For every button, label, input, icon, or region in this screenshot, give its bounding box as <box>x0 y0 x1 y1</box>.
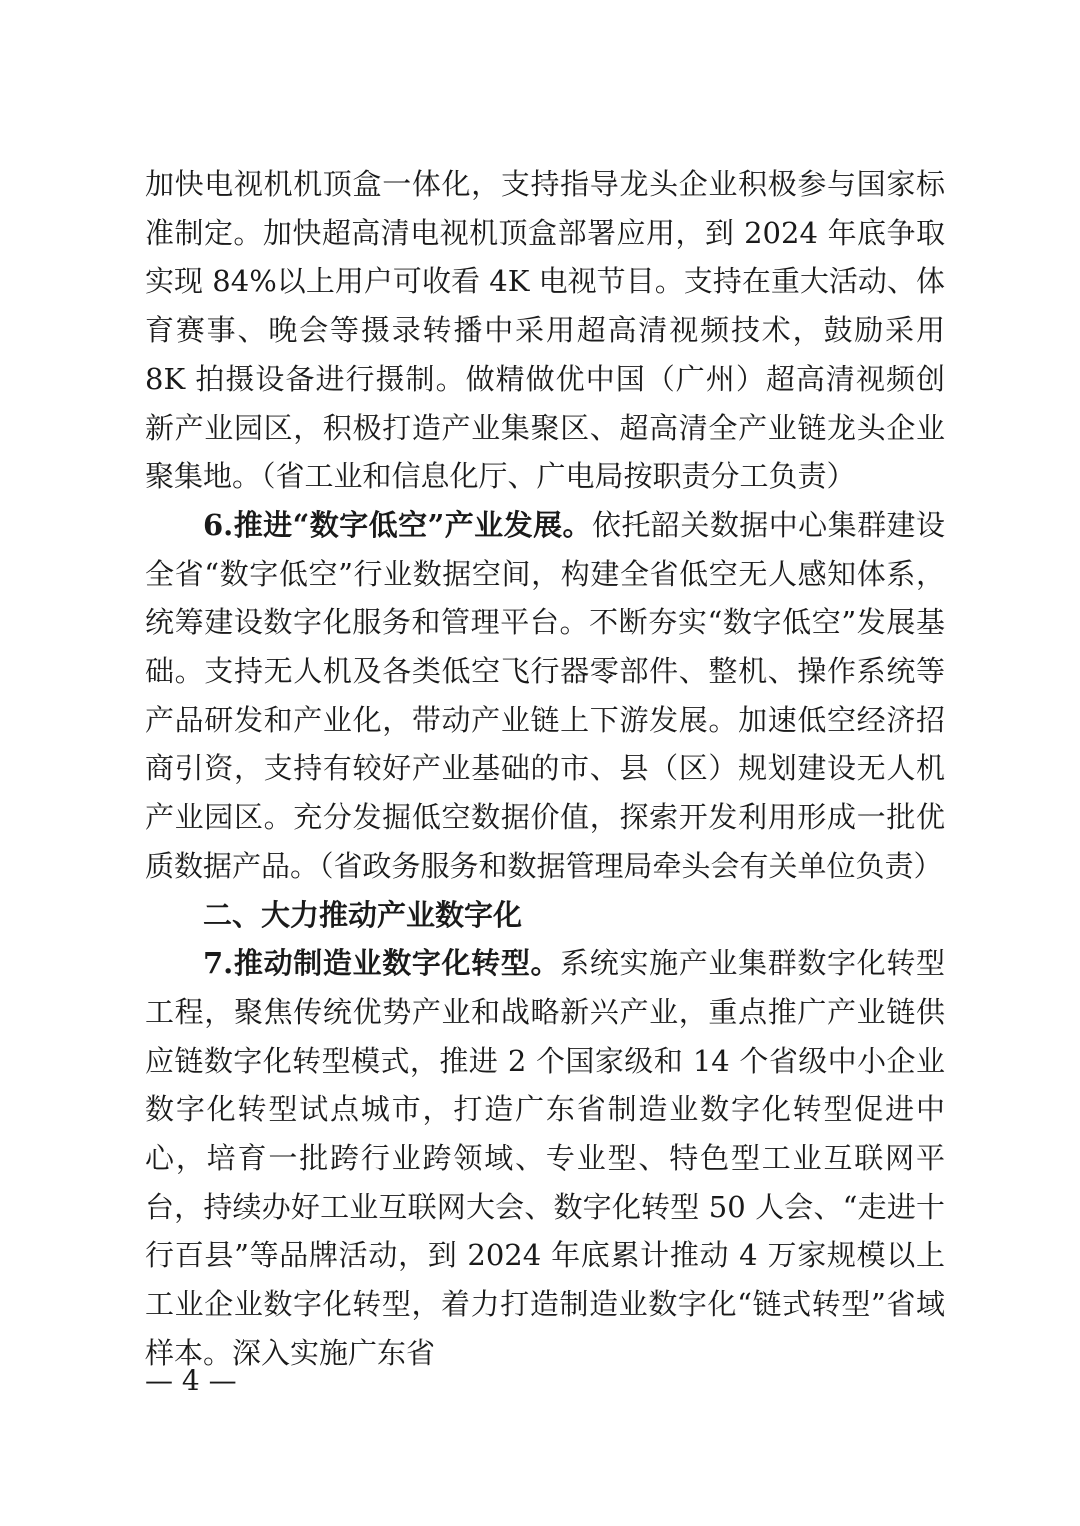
item-6-heading: 6.推进“数字低空”产业发展。 <box>203 507 592 542</box>
section-heading <box>145 891 945 940</box>
paragraph-uhd-tv-text: 加快电视机机顶盒一体化，支持指导龙头企业积极参与国家标准制定。加快超高清电视机顶盒部署应用，到 2024 年底争取实现 84%以上用户可收看 4K 电视节目。支持在重大活动、体育赛事、晚会等摄录转播中采用超高清视频技术，鼓励采用 8K 拍摄设备进行摄制。做精做优中国（广州）超高清视频创新产业园区，积极打造产业集聚区、超高清全产业链龙头企业聚集地。（省工业和信息化厅、广电局按职责分工负责） <box>145 167 945 494</box>
item-6-body: 依托韶关数据中心集群建设全省“数字低空”行业数据空间，构建全省低空无人感知体系，统筹建设数字化服务和管理平台。不断夯实“数字低空”发展基础。支持无人机及各类低空飞行器零部件、整机、操作系统等产品研发和产业化，带动产业链上下游发展。加速低空经济招商引资，支持有较好产业基础的市、县（区）规划建设无人机产业园区。充分发掘低空数据价值，探索开发利用形成一批优质数据产品。（省政务服务和数据管理局牵头会有关单位负责） <box>145 507 945 883</box>
paragraph-manufacturing-digitalization <box>145 939 945 1377</box>
item-7-heading: 7.推动制造业数字化转型。 <box>203 946 561 981</box>
body-text <box>145 160 945 1378</box>
section-heading-text: 二、大力推动产业数字化 <box>203 897 523 932</box>
item-7-body: 系统实施产业集群数字化转型工程，聚焦传统优势产业和战略新兴产业，重点推广产业链供应链数字化转型模式，推进 2 个国家级和 14 个省级中小企业数字化转型试点城市，打造广东省制造业数字化转型促进中心，培育一批跨行业跨领域、专业型、特色型工业互联网平台，持续办好工业互联网大会、数字化转型 50 人会、“走进十行百县”等品牌活动，到 2024 年底累计推动 4 万家规模以上工业企业数字化转型，着力打造制造业数字化“链式转型”省域样本。深入实施广东省 <box>145 946 945 1370</box>
paragraph-uhd-tv <box>145 160 945 501</box>
page-number: — 4 — <box>145 1364 237 1397</box>
paragraph-digital-low-altitude <box>145 501 945 891</box>
